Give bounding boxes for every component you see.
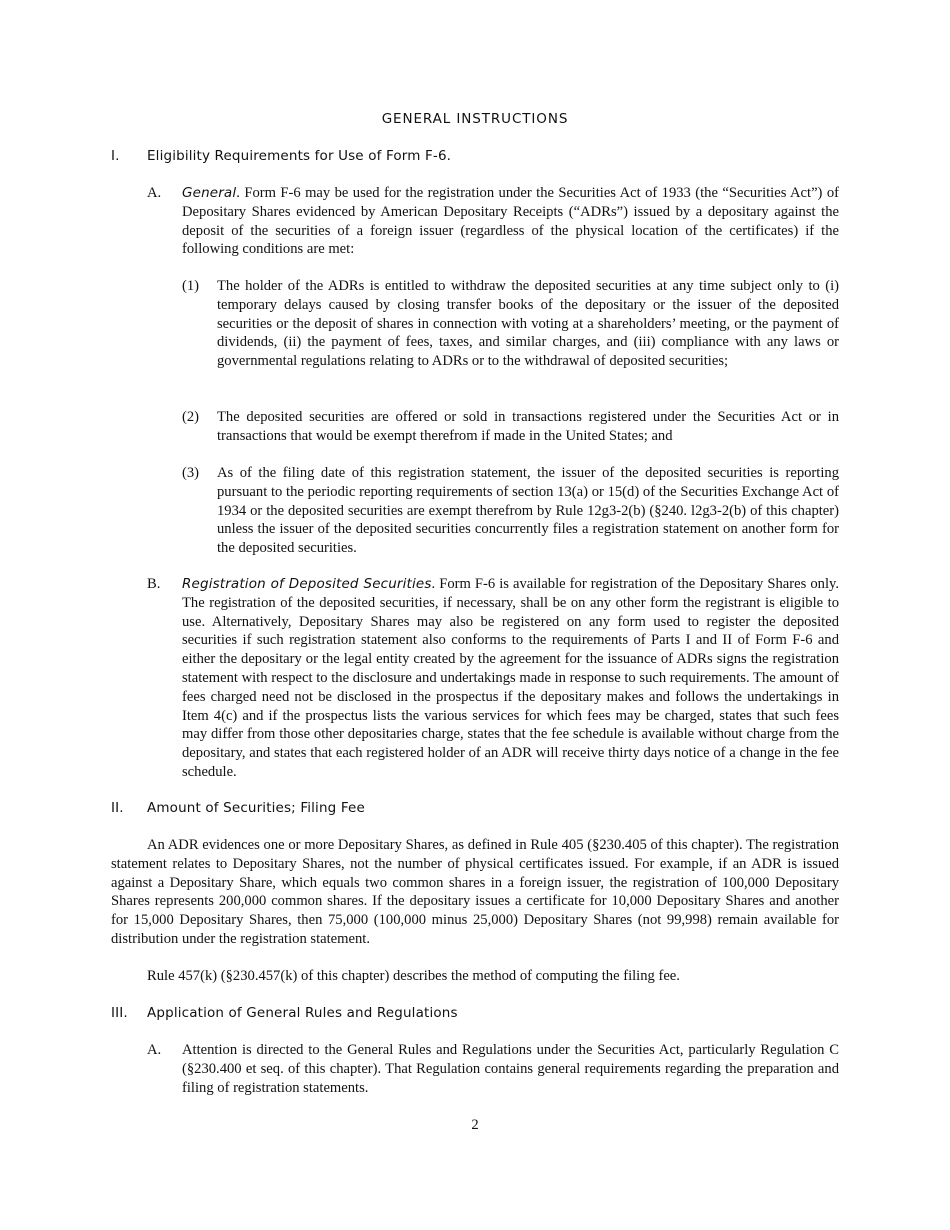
section-i-heading: Eligibility Requirements for Use of Form F-6.	[147, 148, 452, 164]
condition-2-text: The deposited securities are offered or sold in transactions registered under the Securities Act or in transactions that would be exempt therefrom if made in the United States; and	[217, 409, 839, 444]
section-ii-paragraph-1: An ADR evidences one or more Depositary Shares, as defined in Rule 405 (§230.405 of this chapter). The registration statement relates to Depositary Shares, not the number of physical certificates issued. For example, if an ADR is issued against a Depositary Share, which equals two common shares in a foreign issuer, the registration of 100,000 Depositary Shares represents 200,000 common shares. If the depositary issues a certificate for 10,000 Depositary Shares and another for 15,000 Depositary Shares, then 75,000 (100,000 minus 25,000) Depositary Shares (not 99,998) remain available for distribution under the registration statement.	[111, 837, 839, 947]
condition-3-text: As of the filing date of this registration statement, the issuer of the deposited securities is reporting pursuant to the periodic reporting requirements of section 13(a) or 15(d) of the Securities Exchange Act of 1934 or the deposited securities are exempt therefrom by Rule 12g3-2(b) (§240. l2g3-2(b) of this chapter) unless the issuer of the deposited securities concurrently files a registration statement on another form for the deposited securities.	[217, 465, 839, 557]
section-iii-a-text: Attention is directed to the General Rules and Regulations under the Securities Act, particularly Regulation C (§230.400 et seq. of this chapter). That Regulation contains general requirements regarding the preparation and filing of registration statements.	[182, 1042, 839, 1096]
condition-3-number: (3)	[182, 465, 200, 481]
section-i-b-lead: Registration of Deposited Securities	[182, 576, 432, 592]
section-i-b-paragraph	[182, 575, 839, 782]
condition-2-number: (2)	[182, 409, 200, 425]
page-number: 2	[471, 1117, 479, 1133]
section-i-a-letter: A.	[147, 185, 162, 201]
section-iii-heading: Application of General Rules and Regulations	[147, 1005, 458, 1021]
section-i-a-text: . Form F-6 may be used for the registration under the Securities Act of 1933 (the “Securities Act”) of Depositary Shares evidenced by American Depositary Receipts (“ADRs”) issued by a depositary against the deposit of the securities of a foreign issuer (regardless of the physical location of the certificates) if the following conditions are met:	[182, 185, 839, 258]
condition-1-text: The holder of the ADRs is entitled to withdraw the deposited securities at any time subject only to (i) temporary delays caused by closing transfer books of the depositary or the issuer of the deposited securities or the deposit of shares in connection with voting at a shareholders’ meeting, or the payment of dividends, (ii) the payment of fees, taxes, and similar charges, and (iii) compliance with any laws or governmental regulations relating to ADRs or to the withdrawal of deposited securities;	[217, 278, 839, 370]
section-iii-number: III.	[111, 1005, 128, 1021]
section-iii-a-letter: A.	[147, 1042, 162, 1058]
section-i-a-lead: General	[182, 185, 237, 201]
page-title: GENERAL INSTRUCTIONS	[381, 111, 569, 127]
section-i-b-letter: B.	[147, 576, 161, 592]
section-i-a-paragraph	[182, 184, 839, 259]
section-i-number: I.	[111, 148, 120, 164]
section-ii-number: II.	[111, 800, 124, 816]
section-ii-heading: Amount of Securities; Filing Fee	[147, 800, 365, 816]
condition-1-number: (1)	[182, 278, 200, 294]
section-ii-paragraph-2: Rule 457(k) (§230.457(k) of this chapter) describes the method of computing the filing fee.	[147, 968, 680, 984]
section-i-b-text: . Form F-6 is available for registration of the Depositary Shares only. The registration of the deposited securities, if necessary, shall be on any other form the registrant is eligible to use. Alternatively, Depositary Shares may also be registered on any form used to register the deposited securities if such registration statement also conforms to the requirements of Parts I and II of Form F-6 and either the depositary or the legal entity created by the agreement for the issuance of ADRs signs the registration statement with respect to the disclosure and undertakings made in response to such requirements. The amount of fees charged need not be disclosed in the prospectus if the depositary makes and follows the undertakings in Item 4(c) and if the prospectus lists the various services for which fees may be charged, states that such fees may differ from those other depositaries charge, states that the fee schedule is available without charge from the depositary, and states that each registered holder of an ADR will receive thirty days notice of a change in the fee schedule.	[182, 576, 839, 780]
